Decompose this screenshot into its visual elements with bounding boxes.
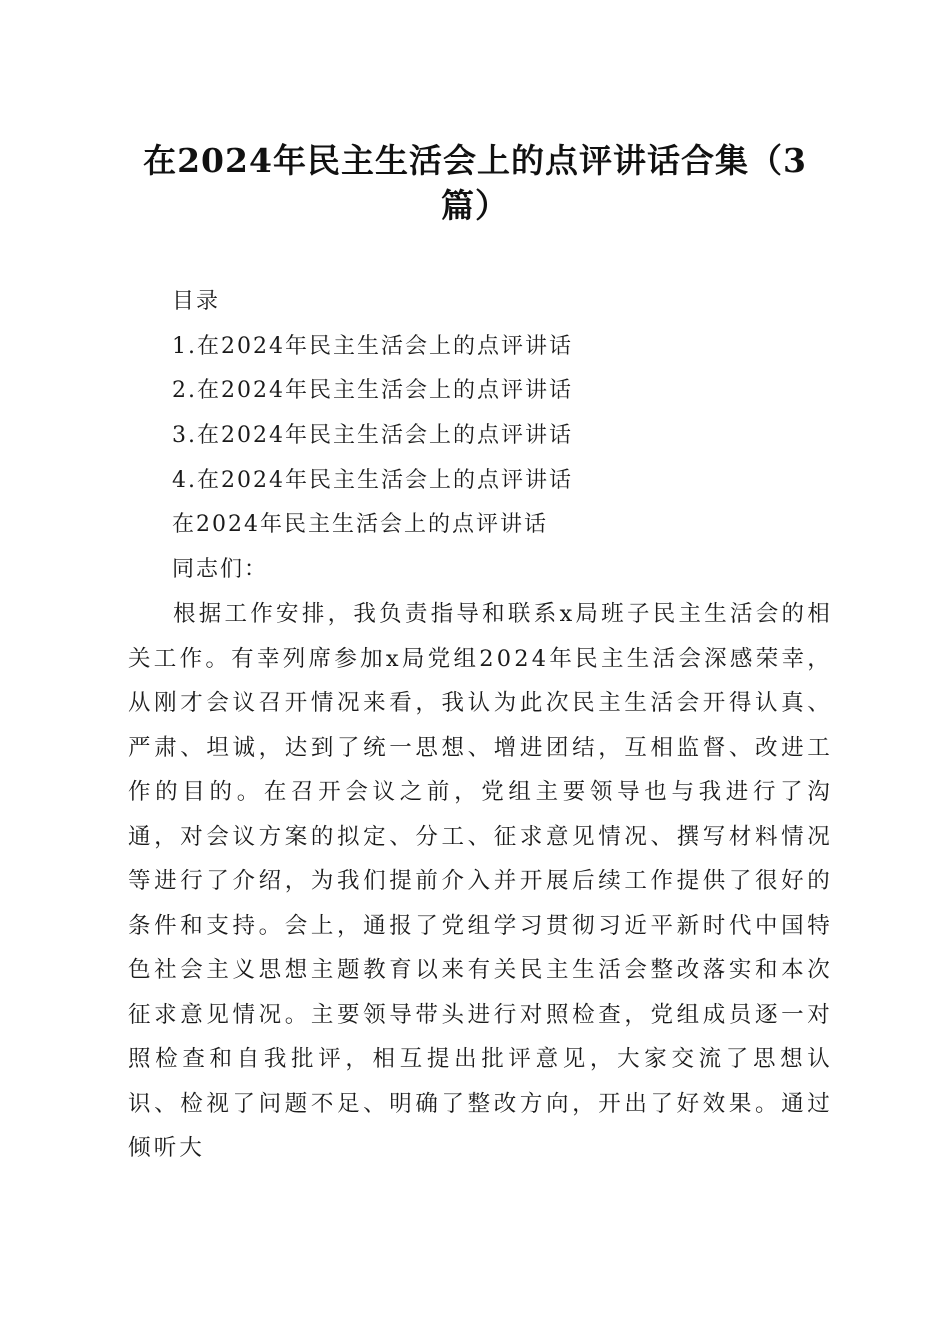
- salutation: 同志们：: [172, 557, 269, 583]
- document-title: 在2024年民主生活会上的点评讲话合集（3篇）: [143, 141, 807, 225]
- table-of-contents: [172, 280, 852, 593]
- toc-item-1[interactable]: 1.在2024年民主生活会上的点评讲话: [172, 333, 573, 359]
- toc-item-4[interactable]: 4.在2024年民主生活会上的点评讲话: [172, 467, 573, 493]
- section-title: 在2024年民主生活会上的点评讲话: [172, 512, 548, 538]
- toc-item-2[interactable]: 2.在2024年民主生活会上的点评讲话: [172, 378, 573, 404]
- toc-heading: 目录: [172, 289, 221, 314]
- body-paragraph: 根据工作安排，我负责指导和联系x局班子民主生活会的相关工作。有幸列席参加x局党组2024年民主生活会深感荣幸，从刚才会议召开情况来看，我认为此次民主生活会开得认真、严肃、坦诚，达到了统一思想、增进团结，互相监督、改进工作的目的。在召开会议之前，党组主要领导也与我进行了沟通，对会议方案的拟定、分工、征求意见情况、撰写材料情况等进行了介绍，为我们提前介入并开展后续工作提供了很好的条件和支持。会上，通报了党组学习贯彻习近平新时代中国特色社会主义思想主题教育以来有关民主生活会整改落实和本次征求意见情况。主要领导带头进行对照检查，党组成员逐一对照检查和自我批评，相互提出批评意见，大家交流了思想认识、检视了问题不足、明确了整改方向，开出了好效果。通过倾听大: [128, 601, 833, 1161]
- toc-item-3[interactable]: 3.在2024年民主生活会上的点评讲话: [172, 423, 573, 449]
